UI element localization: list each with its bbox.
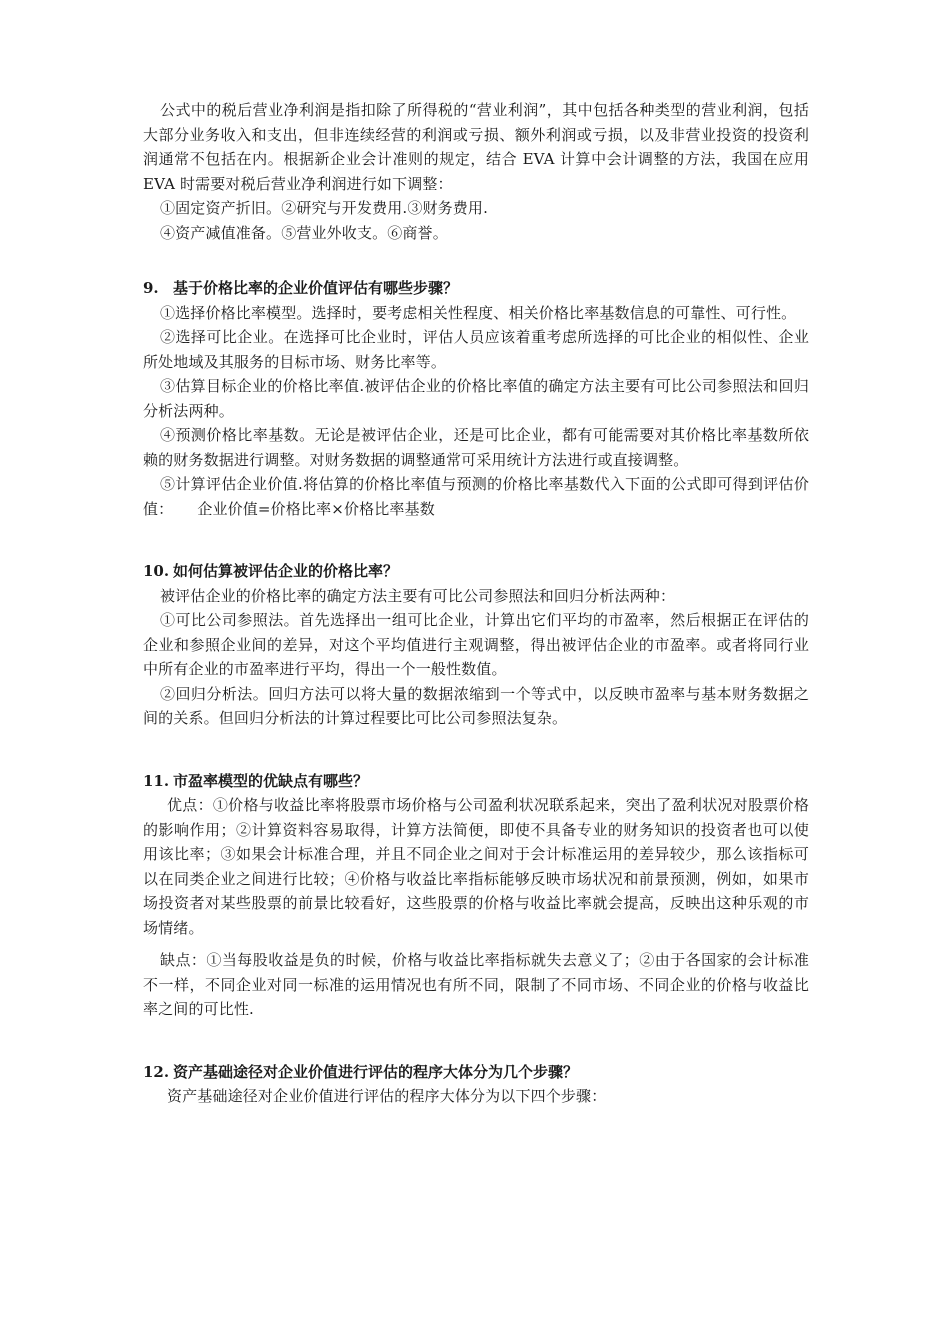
q9-step-5-text: ⑤计算评估企业价值.将估算的价格比率值与预测的价格比率基数代入下面的公式即可得到评估价值：: [143, 475, 809, 518]
question-11-title: 市盈率模型的优缺点有哪些？: [173, 771, 369, 790]
question-12-heading: [143, 1060, 809, 1085]
question-10-number: 10.: [143, 562, 170, 580]
adjustment-list-line-1: ①固定资产折旧。②研究与开发费用.③财务费用.: [160, 199, 488, 217]
q9-step-4: ④预测价格比率基数。无论是被评估企业，还是可比企业，都有可能需要对其价格比率基数所依赖的财务数据进行调整。对财务数据的调整通常可采用统计方法进行或直接调整。: [143, 426, 809, 469]
question-11-heading: [143, 769, 809, 794]
q11-pros: 优点：①价格与收益比率将股票市场价格与公司盈利状况联系起来，突出了盈利状况对股票价格的影响作用；②计算资料容易取得，计算方法简便，即使不具备专业的财务知识的投资者也可以使用该比率；③如果会计标准合理，并且不同企业之间对于会计标准运用的差异较少，那么该指标可以在同类企业之间进行比较；④价格与收益比率指标能够反映市场状况和前景预测，例如，如果市场投资者对某些股票的前景比较看好，这些股票的价格与收益比率就会提高，反映出这种乐观的市场情绪。: [143, 796, 809, 937]
question-10-title: 如何估算被评估企业的价格比率？: [173, 562, 399, 580]
q9-step-5: [143, 472, 809, 521]
question-9-number: 9.: [143, 279, 159, 297]
q10-method-1: ①可比公司参照法。首先选择出一组可比企业，计算出它们平均的市盈率，然后根据正在评估的企业和参照企业间的差异，对这个平均值进行主观调整，得出被评估企业的市盈率。或者将同行业中所有企业的市盈率进行平均，得出一个一般性数值。: [143, 611, 809, 678]
q9-step-2: ②选择可比企业。在选择可比企业时，评估人员应该着重考虑所选择的可比企业的相似性、企业所处地域及其服务的目标市场、财务比率等。: [143, 328, 809, 371]
q12-intro: 资产基础途径对企业价值进行评估的程序大体分为以下四个步骤：: [167, 1087, 607, 1105]
paragraph-intro: 公式中的税后营业净利润是指扣除了所得税的“营业利润”，其中包括各种类型的营业利润，包括大部分业务收入和支出，但非连续经营的利润或亏损、额外利润或亏损，以及非营业投资的投资利润通常不包括在内。根据新企业会计准则的规定，结合 EVA 计算中会计调整的方法，我国在应用 EVA 时需要对税后营业净利润进行如下调整：: [143, 101, 809, 193]
q9-formula: 企业价值=价格比率×价格比率基数: [197, 499, 435, 518]
q11-cons: 缺点：①当每股收益是负的时候，价格与收益比率指标就失去意义了；②由于各国家的会计标准不一样，不同企业对同一标准的运用情况也有所不同，限制了不同市场、不同企业的价格与收益比率之间的可比性.: [143, 951, 809, 1018]
question-11-number: 11.: [143, 771, 170, 790]
question-10-heading: [143, 559, 809, 584]
question-12-number: 12.: [143, 1062, 170, 1081]
adjustment-list-line-2: ④资产减值准备。⑤营业外收支。⑥商誉。: [160, 223, 448, 242]
q9-step-3: ③估算目标企业的价格比率值.被评估企业的价格比率值的确定方法主要有可比公司参照法和回归分析法两种。: [143, 377, 809, 420]
q10-method-2: ②回归分析法。回归方法可以将大量的数据浓缩到一个等式中，以反映市盈率与基本财务数据之间的关系。但回归分析法的计算过程要比可比公司参照法复杂。: [143, 684, 809, 727]
q10-intro: 被评估企业的价格比率的确定方法主要有可比公司参照法和回归分析法两种：: [160, 586, 676, 605]
question-9-title: 基于价格比率的企业价值评估有哪些步骤？: [173, 279, 459, 297]
document-body: [143, 98, 809, 1109]
question-12-title: 资产基础途径对企业价值进行评估的程序大体分为几个步骤？: [173, 1062, 579, 1081]
question-9-heading: [143, 276, 809, 301]
q9-step-1: ①选择价格比率模型。选择时，要考虑相关性程度、相关价格比率基数信息的可靠性、可行性。: [160, 303, 797, 322]
